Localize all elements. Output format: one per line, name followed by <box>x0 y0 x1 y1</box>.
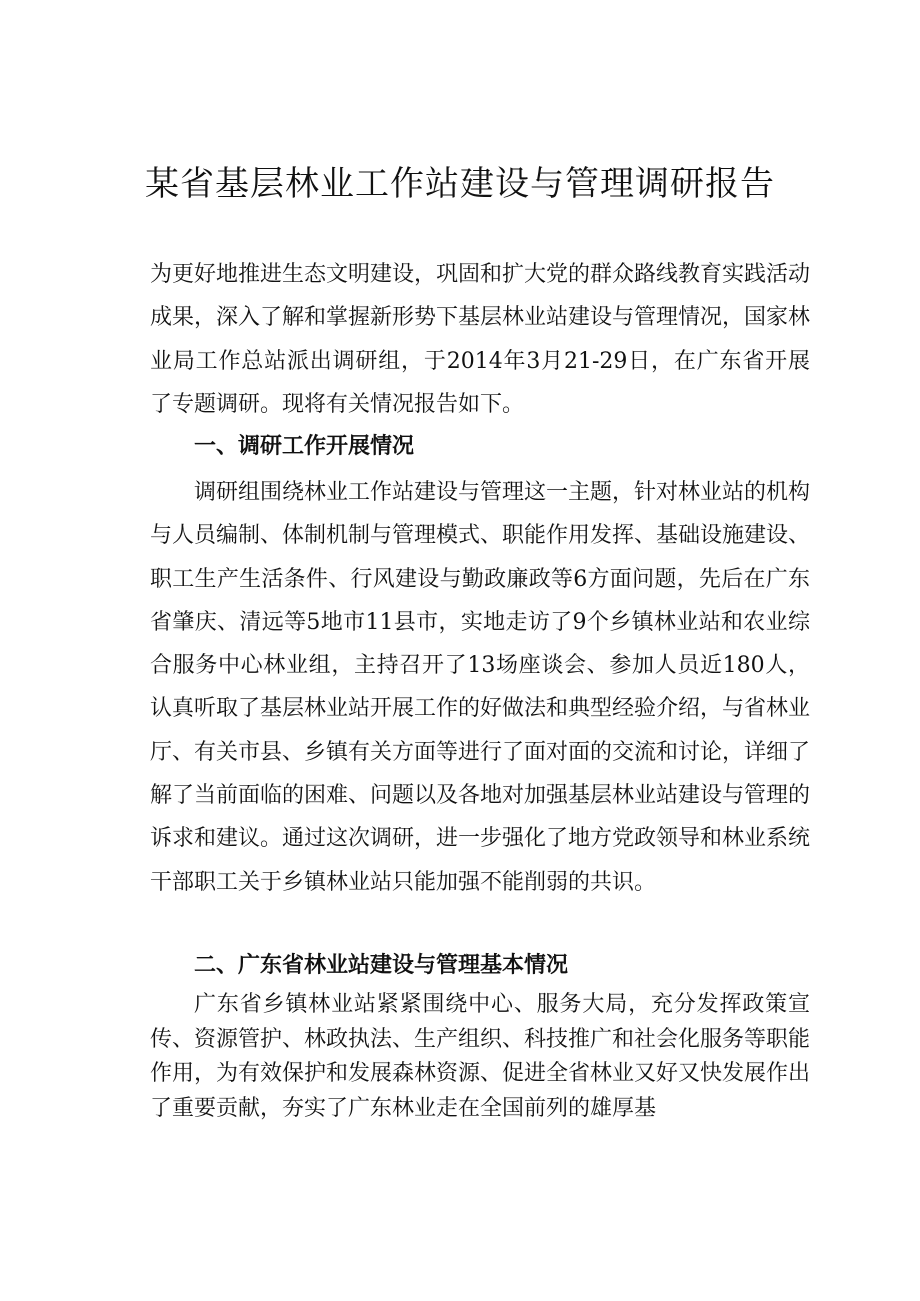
section-1-paragraph: 调研组围绕林业工作站建设与管理这一主题，针对林业站的机构与人员编制、体制机制与管理模式、职能作用发挥、基础设施建设、职工生产生活条件、行风建设与勤政廉政等6方面问题，先后在广东省肇庆、清远等5地市11县市，实地走访了9个乡镇林业站和农业综合服务中心林业组，主持召开了13场座谈会、参加人员近180人，认真听取了基层林业站开展工作的好做法和典型经验介绍，与省林业厅、有关市县、乡镇有关方面等进行了面对面的交流和讨论，详细了解了当前面临的困难、问题以及各地对加强基层林业站建设与管理的诉求和建议。通过这次调研，进一步强化了地方党政领导和林业系统干部职工关于乡镇林业站只能加强不能削弱的共识。 <box>150 480 811 895</box>
document-title: 某省基层林业工作站建设与管理调研报告 <box>145 164 775 204</box>
section-2-heading: 二、广东省林业站建设与管理基本情况 <box>194 953 569 978</box>
intro-paragraph: 为更好地推进生态文明建设，巩固和扩大党的群众路线教育实践活动成果，深入了解和掌握新形势下基层林业站建设与管理情况，国家林业局工作总站派出调研组，于2014年3月21-29日，在广东省开展了专题调研。现将有关情况报告如下。 <box>150 262 811 417</box>
section-1-heading: 一、调研工作开展情况 <box>194 434 415 459</box>
section-2-paragraph: 广东省乡镇林业站紧紧围绕中心、服务大局，充分发挥政策宣传、资源管护、林政执法、生产组织、科技推广和社会化服务等职能作用，为有效保护和发展森林资源、促进全省林业又好又快发展作出了重要贡献，夯实了广东林业走在全国前列的雄厚基 <box>150 992 811 1121</box>
